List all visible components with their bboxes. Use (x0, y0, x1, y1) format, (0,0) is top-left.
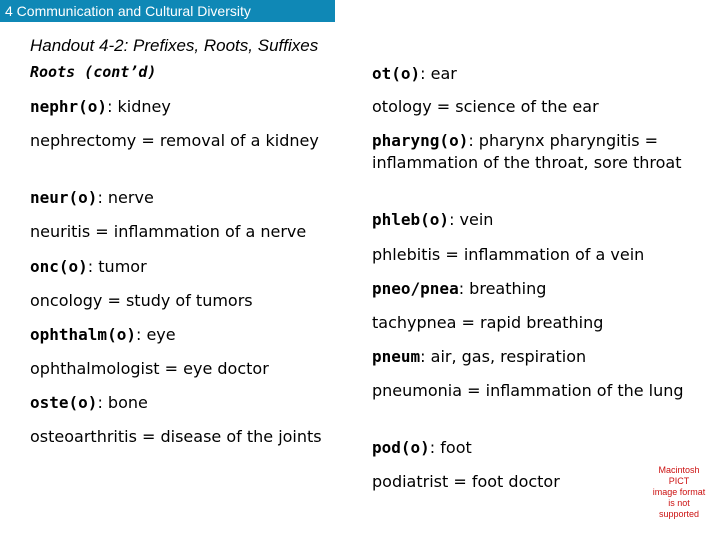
root-term: ot(o) (372, 64, 421, 83)
root-entry (372, 130, 692, 174)
example-entry: neuritis = inflammation of a nerve (30, 222, 307, 241)
root-term: neur(o) (30, 188, 98, 207)
header-bar (0, 0, 335, 22)
example-entry: ophthalmologist = eye doctor (30, 359, 269, 378)
root-meaning: : foot (429, 438, 472, 457)
example-entry: podiatrist = foot doctor (372, 472, 560, 491)
example-entry: tachypnea = rapid breathing (372, 313, 604, 332)
handout-title: Handout 4-2: Prefixes, Roots, Suffixes (30, 36, 319, 55)
root-meaning: : ear (420, 64, 457, 83)
placeholder-line: is not supported (658, 498, 700, 519)
example-entry: otology = science of the ear (372, 97, 599, 116)
root-term: pneo/pnea (372, 279, 459, 298)
root-entry (372, 437, 692, 459)
subheading: Roots (cont’d) (30, 63, 157, 81)
root-term: oste(o) (30, 393, 98, 412)
header-title: 4 Communication and Cultural Diversity (5, 3, 251, 19)
root-entry (372, 209, 692, 231)
root-entry (30, 392, 350, 414)
root-term: pneum (372, 347, 421, 366)
placeholder-line: Macintosh PICT (658, 465, 700, 486)
root-meaning: : kidney (107, 97, 171, 116)
root-term: onc(o) (30, 257, 88, 276)
root-entry (30, 187, 350, 209)
example-entry: phlebitis = inflammation of a vein (372, 245, 645, 264)
example-entry: nephrectomy = removal of a kidney (30, 131, 319, 150)
root-entry (30, 96, 350, 118)
placeholder-line: image format (652, 487, 706, 497)
root-term: nephr(o) (30, 97, 108, 116)
root-entry (372, 278, 692, 300)
root-meaning: : nerve (97, 188, 154, 207)
root-term: ophthalm(o) (30, 325, 136, 344)
root-meaning: : vein (449, 210, 494, 229)
root-meaning: : breathing (458, 279, 547, 298)
example-entry: osteoarthritis = disease of the joints (30, 427, 322, 446)
root-term: phleb(o) (372, 210, 450, 229)
root-meaning: : bone (97, 393, 148, 412)
root-meaning: : pharynx pharyngitis = inflammation of the throat, sore throat (372, 131, 682, 172)
root-entry (372, 63, 692, 85)
root-entry (372, 346, 692, 368)
unsupported-image-placeholder (650, 465, 708, 520)
root-entry (30, 324, 350, 346)
root-term: pod(o) (372, 438, 430, 457)
root-meaning: : eye (135, 325, 176, 344)
example-entry: pneumonia = inflammation of the lung (372, 381, 684, 400)
example-entry: oncology = study of tumors (30, 291, 253, 310)
root-meaning: : tumor (87, 257, 147, 276)
root-entry (30, 256, 350, 278)
root-meaning: : air, gas, respiration (420, 347, 587, 366)
root-term: pharyng(o) (372, 131, 469, 150)
